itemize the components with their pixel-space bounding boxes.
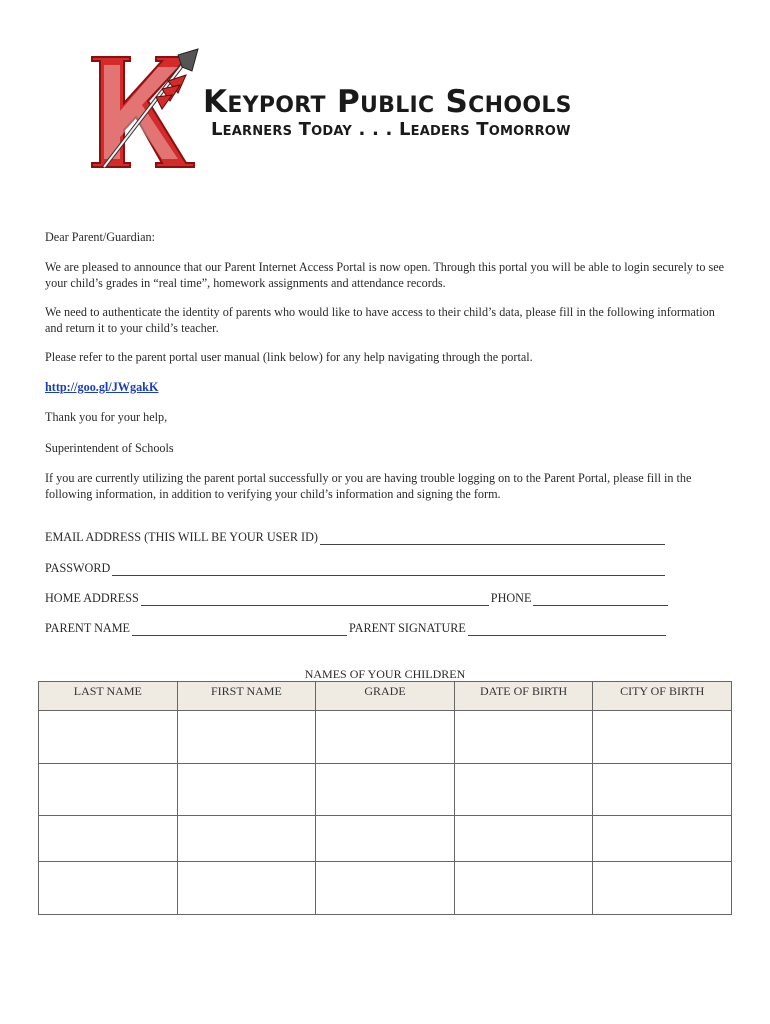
table-cell[interactable] <box>454 711 593 764</box>
link-line <box>45 379 735 395</box>
home-address-label: HOME ADDRESS <box>45 591 139 605</box>
parent-signature-field[interactable] <box>468 623 666 636</box>
password-row <box>45 561 667 576</box>
table-header-row <box>39 682 732 711</box>
table-cell[interactable] <box>593 711 732 764</box>
column-header: FIRST NAME <box>177 682 316 711</box>
salutation: Dear Parent/Guardian: <box>45 230 155 244</box>
table-cell[interactable] <box>454 816 593 862</box>
authentication-paragraph: We need to authenticate the identity of parents who would like to have access to their child’s data, please fill in the following information and return it to your child’s teacher. <box>45 305 715 335</box>
table-cell[interactable] <box>177 816 316 862</box>
parent-name-field[interactable] <box>132 623 347 636</box>
portal-manual-link[interactable]: http://goo.gl/JWgakK <box>45 380 159 394</box>
table-cell[interactable] <box>39 816 178 862</box>
table-cell[interactable] <box>316 711 455 764</box>
table-cell[interactable] <box>454 764 593 816</box>
password-field[interactable] <box>112 563 665 576</box>
phone-field[interactable] <box>533 593 668 606</box>
password-label: PASSWORD <box>45 561 111 575</box>
children-table <box>38 681 732 915</box>
table-cell[interactable] <box>454 862 593 915</box>
parent-row <box>45 621 668 636</box>
column-header: LAST NAME <box>39 682 178 711</box>
table-row <box>39 862 732 915</box>
parent-name-label: PARENT NAME <box>45 621 130 635</box>
home-address-field[interactable] <box>141 593 489 606</box>
address-row <box>45 591 670 606</box>
table-cell[interactable] <box>316 862 455 915</box>
table-cell[interactable] <box>39 711 178 764</box>
table-cell[interactable] <box>593 862 732 915</box>
table-cell[interactable] <box>593 816 732 862</box>
table-row <box>39 816 732 862</box>
phone-label: PHONE <box>490 591 532 605</box>
table-row <box>39 711 732 764</box>
table-row <box>39 764 732 816</box>
school-name: Keyport Public Schools <box>203 84 572 120</box>
school-tagline: Learners Today . . . Leaders Tomorrow <box>211 119 571 140</box>
email-row <box>45 530 667 545</box>
table-cell[interactable] <box>316 764 455 816</box>
school-logo <box>82 45 207 180</box>
column-header: DATE OF BIRTH <box>454 682 593 711</box>
children-table-caption: NAMES OF YOUR CHILDREN <box>304 667 466 681</box>
thanks-line: Thank you for your help, <box>45 410 168 424</box>
parent-signature-label: PARENT SIGNATURE <box>349 621 466 635</box>
table-cell[interactable] <box>177 862 316 915</box>
table-cell[interactable] <box>316 816 455 862</box>
column-header: GRADE <box>316 682 455 711</box>
table-cell[interactable] <box>39 764 178 816</box>
signoff: Superintendent of Schools <box>45 441 174 455</box>
column-header: CITY OF BIRTH <box>593 682 732 711</box>
table-cell[interactable] <box>593 764 732 816</box>
table-cell[interactable] <box>39 862 178 915</box>
table-cell[interactable] <box>177 711 316 764</box>
instructions-paragraph: If you are currently utilizing the parent portal successfully or you are having trouble logging on to the Parent Portal, please fill in the following information, in addition to verifying your child’s information and signing the form. <box>45 471 692 501</box>
email-label: EMAIL ADDRESS (THIS WILL BE YOUR USER ID) <box>45 530 318 544</box>
table-cell[interactable] <box>177 764 316 816</box>
email-field[interactable] <box>320 532 665 545</box>
manual-paragraph: Please refer to the parent portal user manual (link below) for any help navigating through the portal. <box>45 350 533 364</box>
intro-paragraph: We are pleased to announce that our Parent Internet Access Portal is now open. Through this portal you will be able to login securely to see your child’s grades in “real time”, homework assignments and attendance records. <box>45 260 725 290</box>
